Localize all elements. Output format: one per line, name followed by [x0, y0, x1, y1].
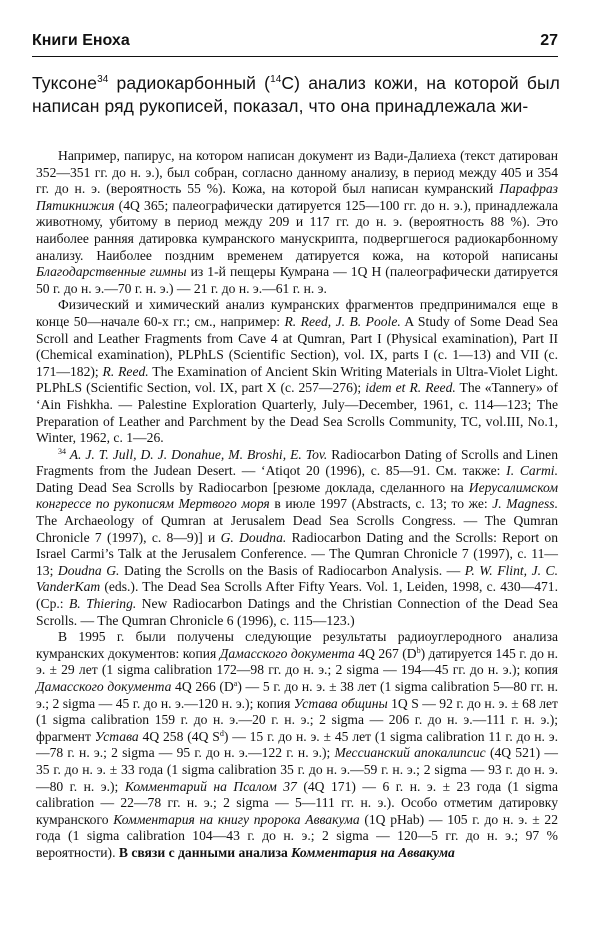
note-text: The Archaeology of Qumran at Jerusalem Dead Sea Scrolls Congress. — The Qumran Chronicle 7 (1997), с. 8—9)] и	[36, 513, 558, 545]
note-text: Физический и химический анализ кумранских фрагментов предпринимался еще в конце 50—начале 60-х гг.; см., например:	[36, 297, 558, 329]
note-title: Мессианский апокалипсис	[334, 745, 486, 761]
footnote-ref: 34	[97, 74, 109, 85]
page-number: 27	[540, 32, 558, 49]
note-text: ) датируется 145 г. до н. э. ± 29 лет (1 sigma calibration 172—98 гг. до н. э.; 2 sigma — 194—45 гг. до н. э.); копия	[36, 645, 559, 678]
note-text: (1Q pHab) — 105 г. до н. э. ± 22 года (1 sigma calibration 104—43 г. до н. э.; 2 sigma — 120—5 гг. до н. э.; 97 % вероятности).	[36, 811, 558, 860]
main-text	[32, 72, 560, 118]
note-author: idem et R. Reed.	[365, 380, 456, 396]
note-text: Radiocarbon Dating and the Scrolls: Report on Israel Carmi’s Talk at the Jerusalem Conference. — The Qumran Chronicle 7 (1997), с. 11—13;	[36, 529, 558, 578]
note-text: A Study of Some Dead Sea Scroll and Leather Fragments from Cave 4 at Qumran, Part I (Physical examination), Part II (Chemical examination), PLPhLS (Scientific Section), vol. IX, parts I (с. 1—13) and VII (с. 171—182);	[36, 313, 558, 379]
note-text: 4Q 258 (4Q S	[138, 728, 220, 744]
note-author: R. Reed, J. B. Poole.	[284, 313, 401, 329]
note-author: R. Reed.	[102, 363, 149, 379]
note-author: Doudna G.	[57, 562, 120, 578]
note-title: Устава общины	[293, 695, 388, 711]
note-superscript: d	[219, 728, 224, 738]
note-text: из 1-й пещеры Кумрана — 1Q H (палеографически датируется 50 г. до н. э.—70 г. н. э.) — 21 г. до н. э.—61 г. н. э.	[36, 264, 558, 296]
note-text: В 1995 г. были получены следующие результаты радиоуглеродного анализа кумранских документов: копия	[36, 629, 558, 661]
note-bold-text: В связи с данными анализа	[118, 844, 292, 860]
note-text: Radiocarbon Dating of Scrolls and Linen Fragments from the Judean Desert. — ‘Atiqot 20 (1996), с. 85—91. См. также:	[36, 446, 558, 479]
isotope-mass: 14	[270, 74, 282, 85]
note-text: The «Tannery» of ‘Ain Fishkha. — Palestine Exploration Quarterly, July—December, 1961, с. 114—123; The Preparation of Leather and Parchment by the Dead Sea Scrolls Community, TC, vol.III, No.1, Winter, 1962, с. 1—26.	[36, 380, 558, 446]
note-author: J. Magness.	[492, 496, 558, 512]
note-author: I. Carmi.	[506, 463, 558, 479]
note-bold-title: Комментария на Аввакума	[291, 844, 455, 860]
main-text-part: С) анализ кожи, на которой был написан ряд рукописей, показал, что она принадлежала жи-	[32, 73, 560, 116]
note-text: Dating the Scrolls on the Basis of Radiocarbon Analysis. —	[119, 562, 465, 578]
note-text: (4Q 521) — 35 г. до н. э. ± 33 года (1 sigma calibration 35 г. до н. э.—59 г. н. э.; 2 sigma — 93 г. до н. э.—80 г. н. э.);	[36, 745, 559, 794]
note-text: The Examination of Ancient Skin Writing Materials in Ultra-Violet Light. PLPhLS (Scientific Section, vol. IX, part X (с. 257—276);	[36, 363, 558, 396]
note-superscript: b	[416, 645, 421, 655]
note-text: (4Q 171) — 6 г. н. э. ± 23 года (1 sigma calibration — 22—78 гг. н. э.; 2 sigma — 5—111 гг. н. э.). Особо отметим датировку кумранского	[36, 778, 558, 827]
note-title: Устава	[94, 728, 139, 744]
main-text-part: радиокарбонный (	[108, 73, 271, 93]
note-title: Комментарий на Псалом 37	[124, 778, 297, 794]
running-title: Книги Еноха	[32, 32, 130, 49]
footnote-number: 34	[58, 446, 66, 456]
note-title: Иерусалимском конгрессе по рукописям Мертвого моря	[36, 479, 558, 512]
main-text-part: Туксоне	[32, 73, 98, 93]
note-paragraph-1995-results	[36, 629, 558, 861]
note-title: Благодарственные гимны	[36, 264, 187, 280]
note-title: Дамасского документа	[36, 679, 172, 694]
note-title: Комментария на книгу пророка Аввакума	[113, 811, 360, 827]
note-author: A. J. T. Jull, D. J. Donahue, M. Broshi, E. Tov.	[66, 446, 328, 462]
running-head	[32, 30, 558, 57]
footnotes	[36, 148, 558, 862]
note-title: Парафраз Пятикнижия	[36, 181, 558, 213]
note-superscript: a	[233, 679, 238, 688]
note-title: Дамасского документа	[219, 645, 355, 661]
note-author: B. Thiering.	[68, 596, 137, 612]
note-author: P. W. Flint, J. C. VanderKam	[36, 562, 558, 595]
note-paragraph-dating-examples	[36, 148, 558, 297]
note-text: (4Q 365; палеографически датируется 125—100 гг. до н. э.), принадлежала животному, убитому в период между 209 и 117 гг. до н. э. (вероятность 88 %). Это наиболее ранняя датировка кумранского манускрипта, подвергшегося радиокарбонному анализу. Наиболее поздним временем датируется кожа, на которой написаны	[36, 197, 558, 263]
note-text: 4Q 267 (D	[354, 645, 417, 661]
note-paragraph-physical-analysis	[36, 297, 558, 446]
note-text: 4Q 266 (D	[171, 679, 234, 694]
note-text: Например, папирус, на котором написан документ из Вади-Далиеха (текст датирован 352—351 гг. до н. э.), был собран, согласно данному анализу, в период между 405 и 354 гг. до н. э. (вероятность 55 %). Кожа, на которой был написан кумранский	[36, 148, 558, 197]
note-author: G. Doudna.	[220, 529, 287, 545]
note-text: ) — 5 г. до н. э. ± 38 лет (1 sigma calibration 5—80 гг. н. э.; 2 sigma — 45 г. до н. э.—120 н. э.); копия	[36, 679, 558, 711]
note-text: в июле 1997 (Abstracts, с. 13; то же:	[269, 496, 493, 512]
note-text: (eds.). The Dead Sea Scrolls After Fifty Years. Vol. 1, Leiden, 1998, с. 430—471. (Ср.:	[36, 579, 558, 612]
note-text: ) — 15 г. до н. э. ± 45 лет (1 sigma calibration 11 г. до н. э.—78 г. н. э.; 2 sigma — 95 г. до н. э.—122 г. н. э.);	[36, 728, 558, 761]
footnote-34	[36, 447, 558, 630]
note-text: New Radiocarbon Datings and the Christian Connection of the Dead Sea Scrolls. — The Qumran Chronicle 6 (1996), с. 115—123.)	[36, 596, 559, 628]
note-text: 1Q S — 92 г. до н. э. ± 68 лет (1 sigma calibration 159 г. до н. э.—20 г. н. э.; 2 sigma — 206 г. до н. э.—111 г. н. э.); фрагмент	[36, 695, 558, 744]
note-text: Dating Dead Sea Scrolls by Radiocarbon [резюме доклада, сделанного на	[36, 479, 469, 495]
